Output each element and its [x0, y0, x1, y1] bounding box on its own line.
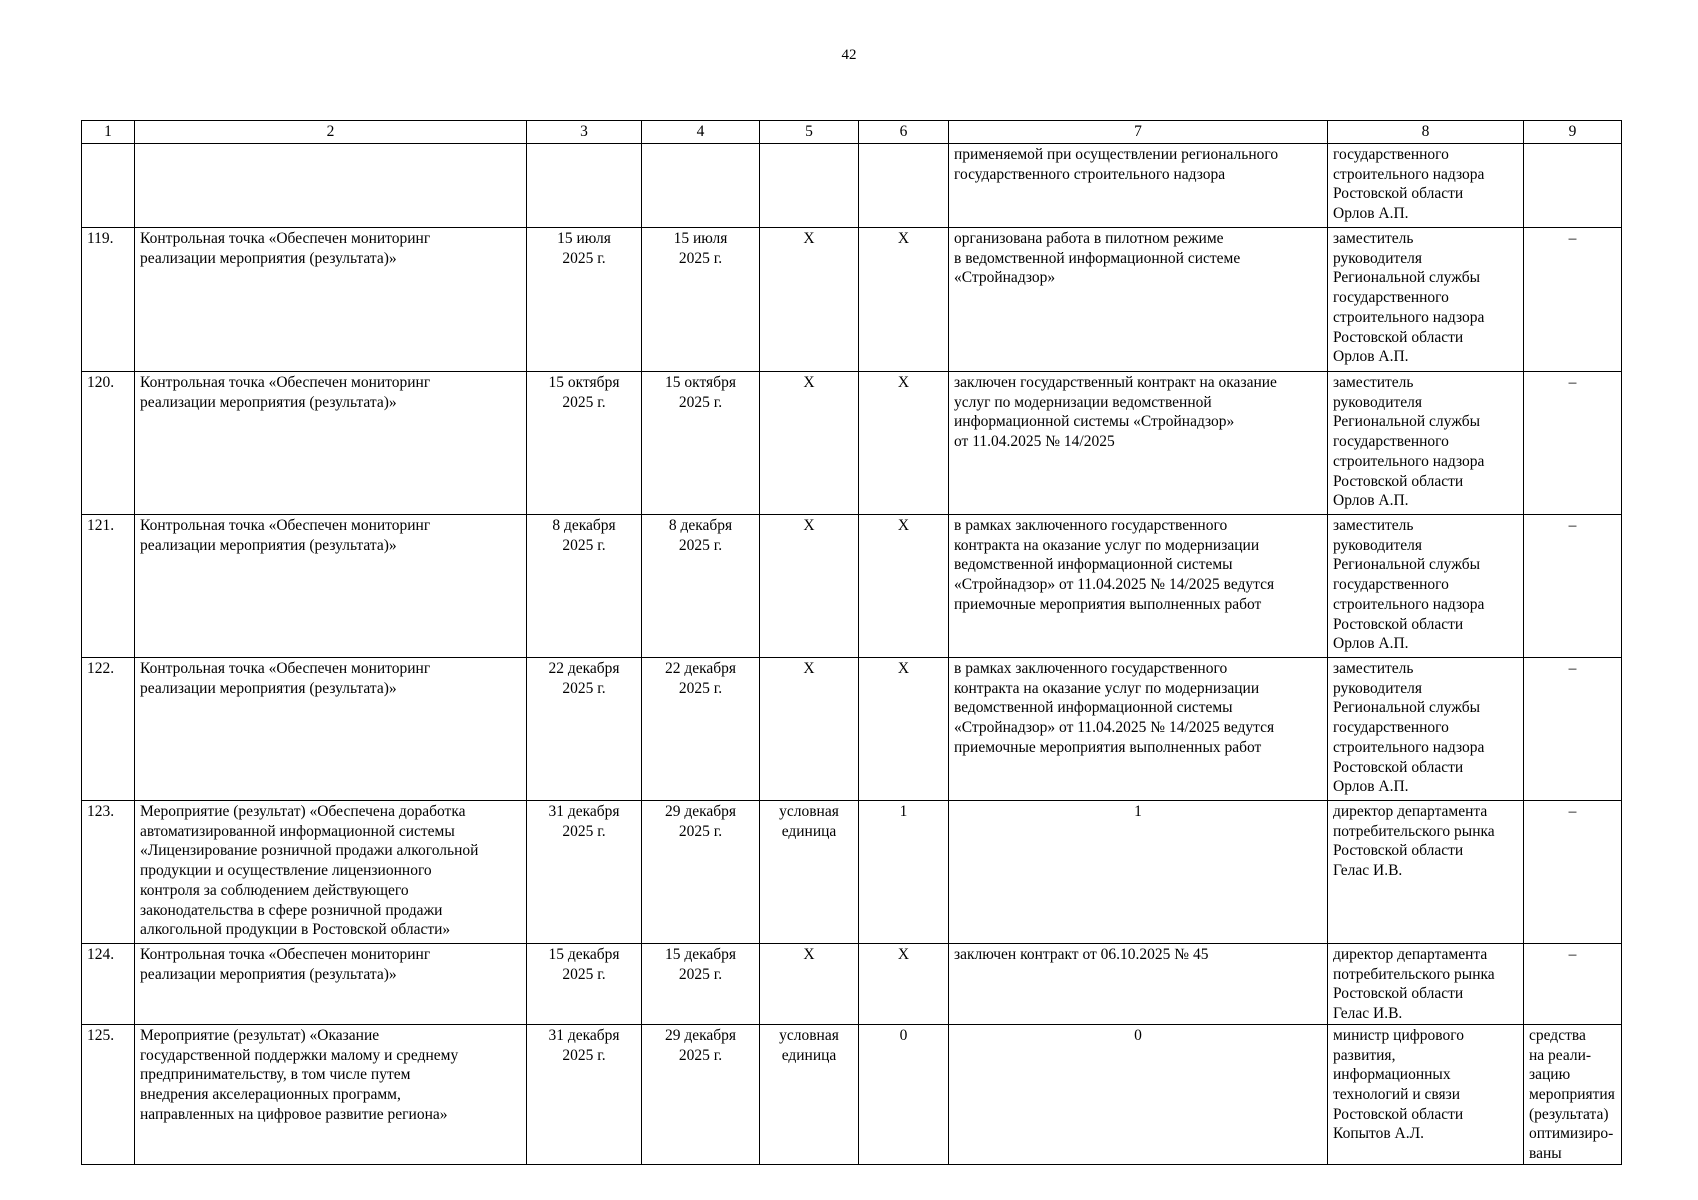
row-unit: Х: [760, 658, 859, 801]
row-title: Контрольная точка «Обеспечен мониторинг реализации мероприятия (результата)»: [135, 372, 527, 515]
row-status: организована работа в пилотном режиме в ведомственной информационной системе «Стройнадзор»: [949, 228, 1328, 372]
row-title: Контрольная точка «Обеспечен мониторинг реализации мероприятия (результата)»: [135, 515, 527, 658]
row-plan-value: Х: [859, 658, 949, 801]
row-number: 125.: [82, 1024, 135, 1164]
row-note: –: [1524, 372, 1622, 515]
header-col-9: 9: [1524, 121, 1622, 144]
row-title: Контрольная точка «Обеспечен мониторинг реализации мероприятия (результата)»: [135, 944, 527, 1025]
row-title: Контрольная точка «Обеспечен мониторинг реализации мероприятия (результата)»: [135, 658, 527, 801]
row-plan-date: 22 декабря 2025 г.: [527, 658, 642, 801]
row-title: [135, 144, 527, 228]
row-plan-value: Х: [859, 228, 949, 372]
header-col-6: 6: [859, 121, 949, 144]
row-fact-date: 29 декабря 2025 г.: [642, 801, 760, 944]
row-number: [82, 144, 135, 228]
row-unit: условная единица: [760, 1024, 859, 1164]
row-plan-date: 15 декабря 2025 г.: [527, 944, 642, 1025]
row-plan-date: 31 декабря 2025 г.: [527, 801, 642, 944]
page-number: 42: [841, 47, 857, 63]
row-fact-date: 8 декабря 2025 г.: [642, 515, 760, 658]
row-number: 123.: [82, 801, 135, 944]
row-status: заключен государственный контракт на оказание услуг по модернизации ведомственной информационной системы «Стройнадзор» от 11.04.2025 № 14/2025: [949, 372, 1328, 515]
row-note: средства на реали- зацию мероприятия (результата) оптимизиро- ваны: [1524, 1024, 1622, 1164]
row-unit: Х: [760, 944, 859, 1025]
row-plan-value: Х: [859, 944, 949, 1025]
row-status: 1: [949, 801, 1328, 944]
row-responsible: заместитель руководителя Региональной службы государственного строительного надзора Ростовской области Орлов А.П.: [1328, 515, 1524, 658]
table-row: [82, 228, 1622, 372]
row-unit: Х: [760, 372, 859, 515]
row-number: 119.: [82, 228, 135, 372]
results-table: [81, 120, 1622, 1165]
row-plan-date: 15 июля 2025 г.: [527, 228, 642, 372]
table-row: [82, 144, 1622, 228]
row-unit: [760, 144, 859, 228]
row-number: 122.: [82, 658, 135, 801]
table-row: [82, 515, 1622, 658]
header-col-4: 4: [642, 121, 760, 144]
row-fact-date: 15 декабря 2025 г.: [642, 944, 760, 1025]
row-plan-date: 15 октября 2025 г.: [527, 372, 642, 515]
row-responsible: министр цифрового развития, информационных технологий и связи Ростовской области Копытов А.Л.: [1328, 1024, 1524, 1164]
row-status: заключен контракт от 06.10.2025 № 45: [949, 944, 1328, 1025]
table-row: [82, 944, 1622, 1025]
row-status: в рамках заключенного государственного контракта на оказание услуг по модернизации ведомственной информационной системы «Стройнадзор» от 11.04.2025 № 14/2025 ведутся приемочные мероприятия выполненных работ: [949, 658, 1328, 801]
row-fact-date: [642, 144, 760, 228]
row-status: в рамках заключенного государственного контракта на оказание услуг по модернизации ведомственной информационной системы «Стройнадзор» от 11.04.2025 № 14/2025 ведутся приемочные мероприятия выполненных работ: [949, 515, 1328, 658]
header-col-3: 3: [527, 121, 642, 144]
row-note: [1524, 144, 1622, 228]
row-plan-date: [527, 144, 642, 228]
row-note: –: [1524, 515, 1622, 658]
row-plan-value: 0: [859, 1024, 949, 1164]
row-responsible: директор департамента потребительского рынка Ростовской области Гелас И.В.: [1328, 801, 1524, 944]
row-note: –: [1524, 801, 1622, 944]
header-col-7: 7: [949, 121, 1328, 144]
row-title: Мероприятие (результат) «Оказание государственной поддержки малому и среднему предпринимательству, в том числе путем внедрения акселерационных программ, направленных на цифровое развитие региона»: [135, 1024, 527, 1164]
row-title: Контрольная точка «Обеспечен мониторинг реализации мероприятия (результата)»: [135, 228, 527, 372]
row-unit: условная единица: [760, 801, 859, 944]
header-col-8: 8: [1328, 121, 1524, 144]
row-status: применяемой при осуществлении регионального государственного строительного надзора: [949, 144, 1328, 228]
table-row: [82, 1024, 1622, 1164]
row-number: 124.: [82, 944, 135, 1025]
row-plan-date: 8 декабря 2025 г.: [527, 515, 642, 658]
row-plan-value: [859, 144, 949, 228]
row-plan-value: Х: [859, 515, 949, 658]
row-note: –: [1524, 658, 1622, 801]
row-fact-date: 15 октября 2025 г.: [642, 372, 760, 515]
row-fact-date: 15 июля 2025 г.: [642, 228, 760, 372]
row-note: –: [1524, 944, 1622, 1025]
row-status: 0: [949, 1024, 1328, 1164]
row-note: –: [1524, 228, 1622, 372]
row-plan-value: Х: [859, 372, 949, 515]
row-unit: Х: [760, 515, 859, 658]
header-row: [82, 121, 1622, 144]
table-row: [82, 658, 1622, 801]
row-responsible: заместитель руководителя Региональной службы государственного строительного надзора Ростовской области Орлов А.П.: [1328, 372, 1524, 515]
row-fact-date: 22 декабря 2025 г.: [642, 658, 760, 801]
table-row: [82, 372, 1622, 515]
row-number: 120.: [82, 372, 135, 515]
row-responsible: государственного строительного надзора Ростовской области Орлов А.П.: [1328, 144, 1524, 228]
row-responsible: директор департамента потребительского рынка Ростовской области Гелас И.В.: [1328, 944, 1524, 1025]
header-col-2: 2: [135, 121, 527, 144]
table-row: [82, 801, 1622, 944]
row-plan-value: 1: [859, 801, 949, 944]
row-responsible: заместитель руководителя Региональной службы государственного строительного надзора Ростовской области Орлов А.П.: [1328, 228, 1524, 372]
row-unit: Х: [760, 228, 859, 372]
header-col-1: 1: [82, 121, 135, 144]
row-responsible: заместитель руководителя Региональной службы государственного строительного надзора Ростовской области Орлов А.П.: [1328, 658, 1524, 801]
row-fact-date: 29 декабря 2025 г.: [642, 1024, 760, 1164]
row-number: 121.: [82, 515, 135, 658]
header-col-5: 5: [760, 121, 859, 144]
row-plan-date: 31 декабря 2025 г.: [527, 1024, 642, 1164]
row-title: Мероприятие (результат) «Обеспечена доработка автоматизированной информационной системы «Лицензирование розничной продажи алкогольной продукции и осуществление лицензионного контроля за соблюдением действующего законодательства в сфере розничной продажи алкогольной продукции в Ростовской области»: [135, 801, 527, 944]
